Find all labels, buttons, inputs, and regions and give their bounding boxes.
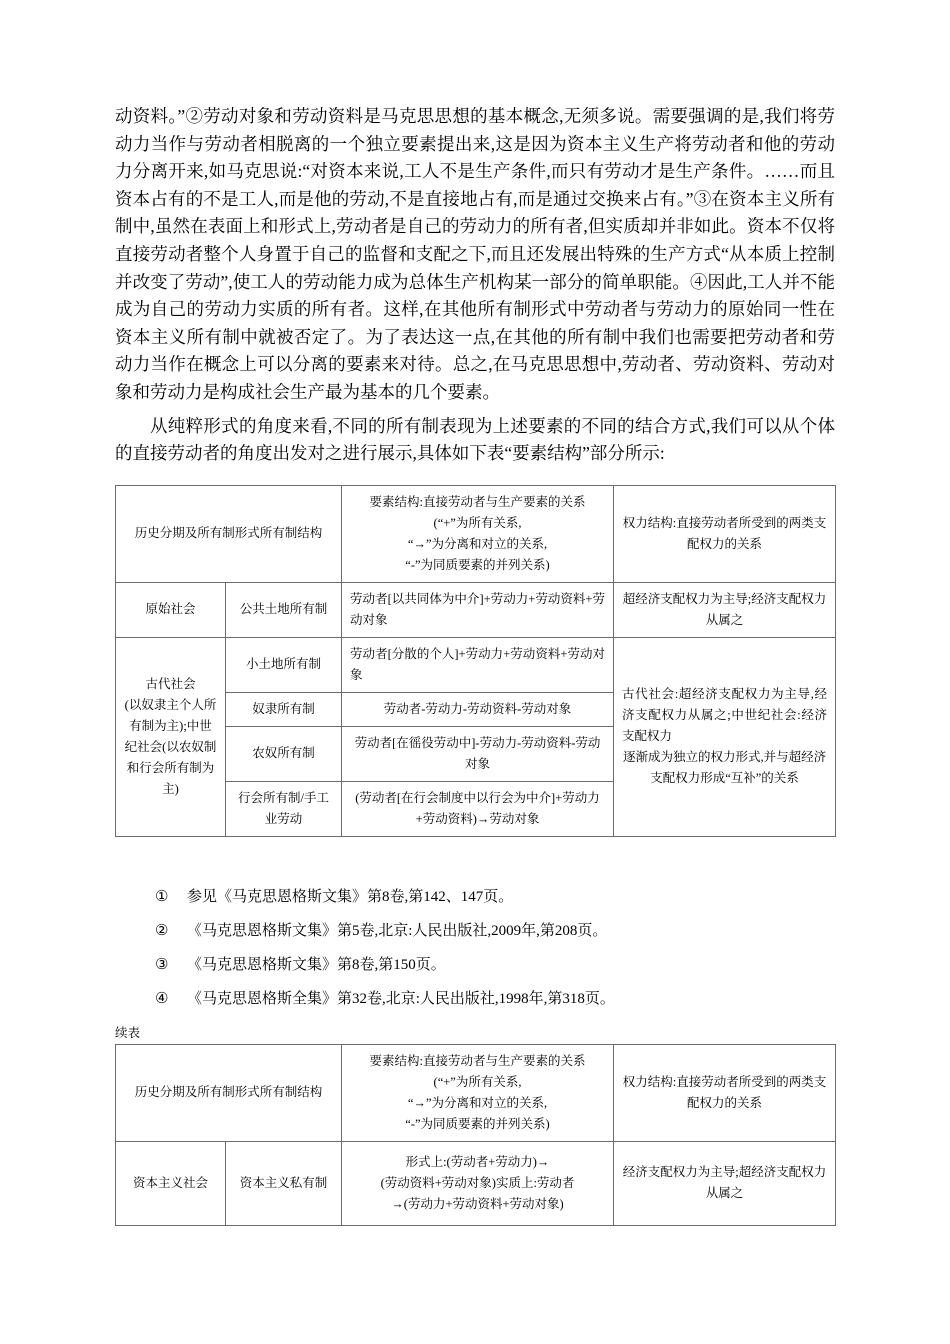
cell-period-group: [116, 637, 226, 836]
power-group-line: 逐渐成为独立的权力形式,并与超经济支配权力形成“互补”的关系: [622, 750, 827, 786]
header-elements-line: “-”为同质要素的并列关系): [405, 557, 550, 572]
period-group-line: 古代社会: [145, 676, 196, 691]
elements-structure-table: [115, 485, 836, 837]
elements-line: (劳动资料+劳动对象)实质上:劳动者: [380, 1175, 575, 1190]
cell-ownership: 小土地所有制: [226, 637, 342, 692]
cell-elements: (劳动者[在行会制度中以行会为中介]+劳动力+劳动资料)→劳动对象: [342, 781, 614, 836]
header-elements-line: “-”为同质要素的并列关系): [405, 1116, 550, 1131]
footnote-marker: ①: [155, 888, 169, 905]
paragraph-2: 从纯粹形式的角度来看,不同的所有制表现为上述要素的不同的结合方式,我们可以从个体的直接劳动者的角度出发对之进行展示,具体如下表“要素结构”部分所示:: [115, 415, 835, 464]
elements-line: 形式上:(劳动者+劳动力)→: [405, 1154, 550, 1169]
document-page: [115, 0, 835, 1226]
elements-line: →(劳动力+劳动资料+劳动对象): [391, 1196, 564, 1211]
cell-elements: 劳动者[分散的个人]+劳动力+劳动资料+劳动对象: [342, 637, 614, 692]
power-group-line: 古代社会:超经济支配权力为主导,经济支配权力从属之;中世纪社会:经济支配权力: [622, 687, 828, 744]
cell-elements: [342, 1141, 614, 1225]
header-elements-line: (“+”为所有关系,: [433, 515, 522, 530]
header-history-cell: [116, 1044, 342, 1141]
footnote-marker: ④: [155, 990, 169, 1007]
header-history-label: 历史分期及所有制形式所有制结构: [134, 526, 323, 541]
header-elements-line: (“+”为所有关系,: [433, 1074, 522, 1089]
header-elements-cell: [342, 485, 614, 582]
elements-structure-table-continued: [115, 1044, 836, 1226]
header-elements-line: 要素结构:直接劳动者与生产要素的关系: [369, 494, 586, 509]
cell-ownership: 资本主义私有制: [226, 1141, 342, 1225]
footnotes: [115, 887, 835, 1010]
footnote-1: [155, 887, 835, 908]
header-elements-cell: [342, 1044, 614, 1141]
footnote-text: 《马克思恩格斯文集》第5卷,北京:人民出版社,2009年,第208页。: [187, 922, 608, 939]
table-header-row: [116, 485, 836, 582]
cell-power-group: [614, 637, 836, 836]
header-power-label: 权力结构:直接劳动者所受到的两类支配权力的关系: [622, 515, 827, 551]
row-capitalist-society: [116, 1141, 836, 1225]
cell-ownership: 农奴所有制: [226, 726, 342, 781]
cell-ownership: 奴隶所有制: [226, 692, 342, 726]
footnote-text: 参见《马克思恩格斯文集》第8卷,第142、147页。: [187, 888, 514, 905]
cell-power: 经济支配权力为主导;超经济支配权力从属之: [614, 1141, 836, 1225]
footnote-3: [155, 955, 835, 976]
cell-power: 超经济支配权力为主导;经济支配权力从属之: [614, 582, 836, 637]
continued-table-label: 续表: [115, 1025, 141, 1040]
header-power-cell: [614, 1044, 836, 1141]
cell-period: 原始社会: [116, 582, 226, 637]
paragraph-1: 动资料。”②劳动对象和劳动资料是马克思思想的基本概念,无须多说。需要强调的是,我们将劳动力当作与劳动者相脱离的一个独立要素提出来,这是因为资本主义生产将劳动者和他的劳动力分离开来,如马克思说:“对资本来说,工人不是生产条件,而只有劳动才是生产条件。……而且资本占有的不是工人,而是他的劳动,不是直接地占有,而是通过交换来占有。”③在资本主义所有制中,虽然在表面上和形式上,劳动者是自己的劳动力的所有者,但实质却并非如此。资本不仅将直接劳动者整个人身置于自己的监督和支配之下,而且还发展出特殊的生产方式“从本质上控制并改变了劳动”,使工人的劳动能力成为总体生产机构某一部分的简单职能。④因此,工人并不能成为自己的劳动力实质的所有者。这样,在其他所有制形式中劳动者与劳动力的原始同一性在资本主义所有制中就被否定了。为了表达这一点,在其他的所有制中我们也需要把劳动者和劳动力当作在概念上可以分离的要素来对待。总之,在马克思思想中,劳动者、劳动资料、劳动对象和劳动力是构成社会生产最为基本的几个要素。: [115, 106, 835, 402]
cell-elements: 劳动者[在徭役劳动中]-劳动力-劳动资料-劳动对象: [342, 726, 614, 781]
footnote-marker: ②: [155, 922, 169, 939]
period-group-line: (以奴隶主个人所有制为主);中世纪社会(以农奴制和行会所有制为主): [124, 697, 217, 796]
footnote-text: 《马克思恩格斯全集》第32卷,北京:人民出版社,1998年,第318页。: [187, 990, 615, 1007]
footnote-marker: ③: [155, 956, 169, 973]
table-header-row: [116, 1044, 836, 1141]
cell-elements: 劳动者-劳动力-劳动资料-劳动对象: [342, 692, 614, 726]
header-history-label: 历史分期及所有制形式所有制结构: [134, 1085, 323, 1100]
cell-ownership: 公共土地所有制: [226, 582, 342, 637]
header-history-cell: [116, 485, 342, 582]
header-elements-line: “→”为分离和对立的关系,: [407, 1095, 548, 1110]
header-power-cell: [614, 485, 836, 582]
header-elements-line: 要素结构:直接劳动者与生产要素的关系: [369, 1053, 586, 1068]
cell-period: 资本主义社会: [116, 1141, 226, 1225]
header-power-label: 权力结构:直接劳动者所受到的两类支配权力的关系: [622, 1074, 827, 1110]
footnote-4: [155, 989, 835, 1010]
footnote-text: 《马克思恩格斯文集》第8卷,第150页。: [187, 956, 446, 973]
header-elements-line: “→”为分离和对立的关系,: [407, 536, 548, 551]
row-primitive-society: [116, 582, 836, 637]
footnote-2: [155, 921, 835, 942]
cell-elements: 劳动者[以共同体为中介]+劳动力+劳动资料+劳动对象: [342, 582, 614, 637]
cell-ownership: 行会所有制/手工业劳动: [226, 781, 342, 836]
row-small-land-ownership: [116, 637, 836, 692]
